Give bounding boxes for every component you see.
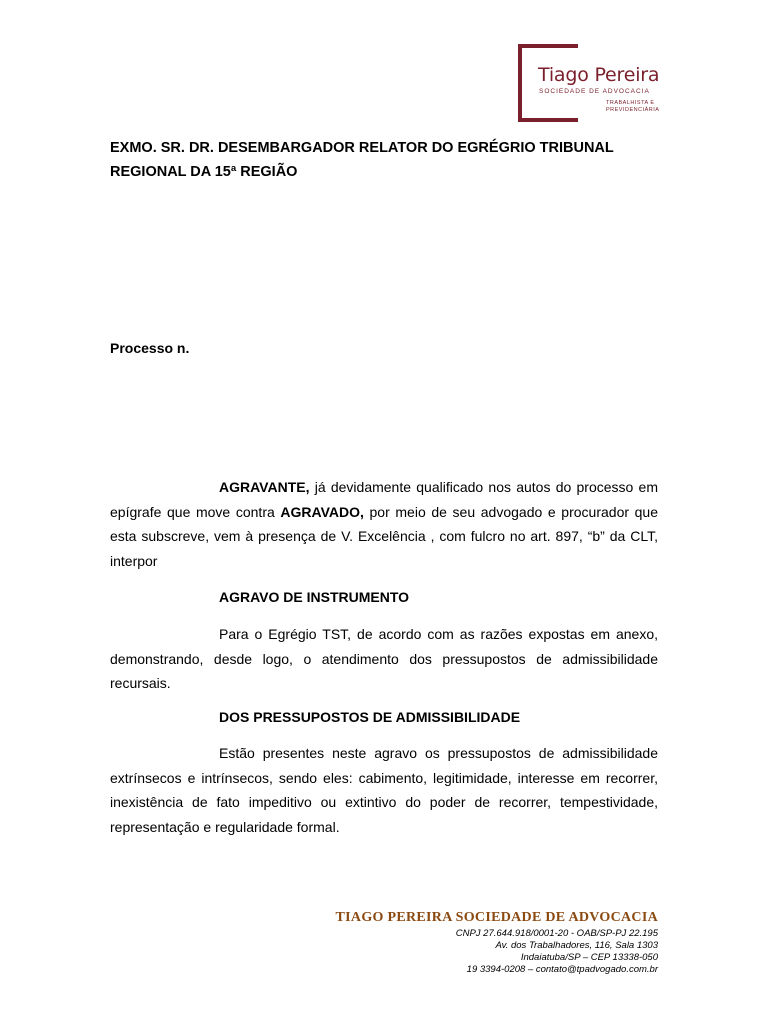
paragraph-tst: [110, 622, 658, 696]
logo-area-1: TRABALHISTA E: [606, 100, 655, 106]
process-number: Processo n.: [110, 340, 190, 356]
paragraph-pressupostos: [110, 741, 658, 839]
addressee-line-2: REGIONAL DA 15ª REGIÃO: [110, 164, 298, 180]
footer-cnpj: CNPJ 27.644.918/0001-20 - OAB/SP-PJ 22.195: [455, 928, 658, 939]
intro-text-1: já devidamente qualificado nos autos do processo em epígrafe que move contra: [110, 479, 658, 520]
agravante-label: AGRAVANTE,: [219, 479, 310, 495]
intro-text-2: por meio de seu advogado e procurador que esta subscreve, vem à presença de V. Excelência , com fulcro no art. 897, “b” da CLT, interpor: [110, 503, 658, 569]
footer-address: Av. dos Trabalhadores, 116, Sala 1303: [495, 940, 658, 951]
addressee: [110, 136, 658, 184]
agravado-label: AGRAVADO,: [280, 503, 364, 520]
firm-logo: [518, 44, 663, 122]
paragraph-tst-text: Para o Egrégio TST, de acordo com as razões expostas em anexo, demonstrando, desde logo, o atendimento dos pressupostos de admissibilidade recursais.: [110, 626, 658, 692]
subheading-agravo: AGRAVO DE INSTRUMENTO: [219, 589, 410, 605]
addressee-line-1: EXMO. SR. DR. DESEMBARGADOR RELATOR DO EGRÉGRIO TRIBUNAL: [110, 140, 614, 156]
letterhead-footer: [336, 910, 658, 976]
paragraph-pressupostos-text: Estão presentes neste agravo os pressupostos de admissibilidade extrínsecos e intrínsecos, sendo eles: cabimento, legitimidade, interesse em recorrer, inexistência de fato impeditivo ou extintivo do poder de recorrer, tempestividade, representação e regularidade formal.: [110, 745, 658, 835]
intro-paragraph: [110, 475, 658, 573]
footer-city: Indaiatuba/SP – CEP 13338-050: [520, 952, 658, 963]
footer-contact: 19 3394-0208 – contato@tpadvogado.com.br: [466, 964, 658, 975]
logo-name: Tiago Pereira: [538, 64, 660, 86]
logo-subtitle: SOCIEDADE DE ADVOCACIA: [539, 88, 650, 95]
footer-firm-name: TIAGO PEREIRA SOCIEDADE DE ADVOCACIA: [335, 910, 658, 925]
subheading-pressupostos: DOS PRESSUPOSTOS DE ADMISSIBILIDADE: [219, 709, 521, 725]
logo-area-2: PREVIDENCIÁRIA: [606, 107, 660, 113]
